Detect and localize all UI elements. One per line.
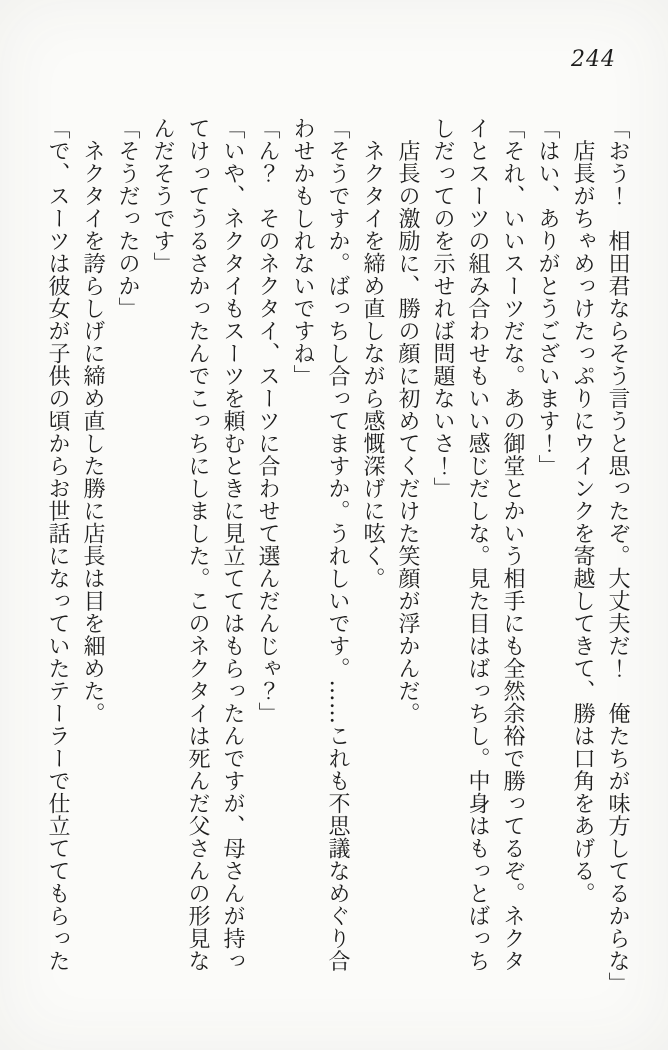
text-line: 「はい、ありがとうございます！」 — [535, 117, 560, 477]
text-line: てけってうるさかったんでこっちにしました。このネクタイは死んだ父さんの形見な — [185, 117, 210, 972]
text-line: んだそうです」 — [150, 117, 175, 275]
text-line: ネクタイを誇らしげに締め直した勝に店長は目を細めた。 — [80, 117, 105, 725]
text-line: 「おう！ 相田君ならそう言うと思ったぞ。大丈夫だ！ 俺たちが味方してるからな」 — [605, 117, 630, 995]
text-line: 「ん？ そのネクタイ、スーツに合わせて選んだんじゃ？」 — [255, 117, 280, 725]
text-line: 「そうですか。ばっちし合ってますか。うれしいです。……これも不思議なめぐり合 — [325, 117, 350, 972]
text-line: 「いや、ネクタイもスーツを頼むときに見立ててはもらったんですが、母さんが持っ — [220, 117, 245, 972]
text-line: わせかもしれないですね」 — [290, 117, 315, 387]
text-line: イとスーツの組み合わせもいい感じだしな。見た目はばっちし。中身はもっとばっち — [465, 117, 490, 972]
text-line: 「そうだったのか」 — [115, 117, 140, 320]
page-number: 244 — [571, 47, 616, 72]
text-line: 「で、スーツは彼女が子供の頃からお世話になっていたテーラーで仕立ててもらった — [45, 117, 70, 972]
text-line: 「それ、いいスーツだな。あの御堂とかいう相手にも全然余裕で勝ってるぞ。ネクタ — [500, 117, 525, 972]
text-line: しだってのを示せれば問題ないさ！」 — [430, 117, 455, 500]
text-line: ネクタイを締め直しながら感慨深げに呟く。 — [360, 117, 385, 590]
text-block — [40, 117, 635, 997]
text-line: 店長の激励に、勝の顔に初めてくだけた笑顔が浮かんだ。 — [395, 117, 420, 725]
text-line: 店長がちゃめっけたっぷりにウインクを寄越してきて、勝は口角をあげる。 — [570, 117, 595, 905]
